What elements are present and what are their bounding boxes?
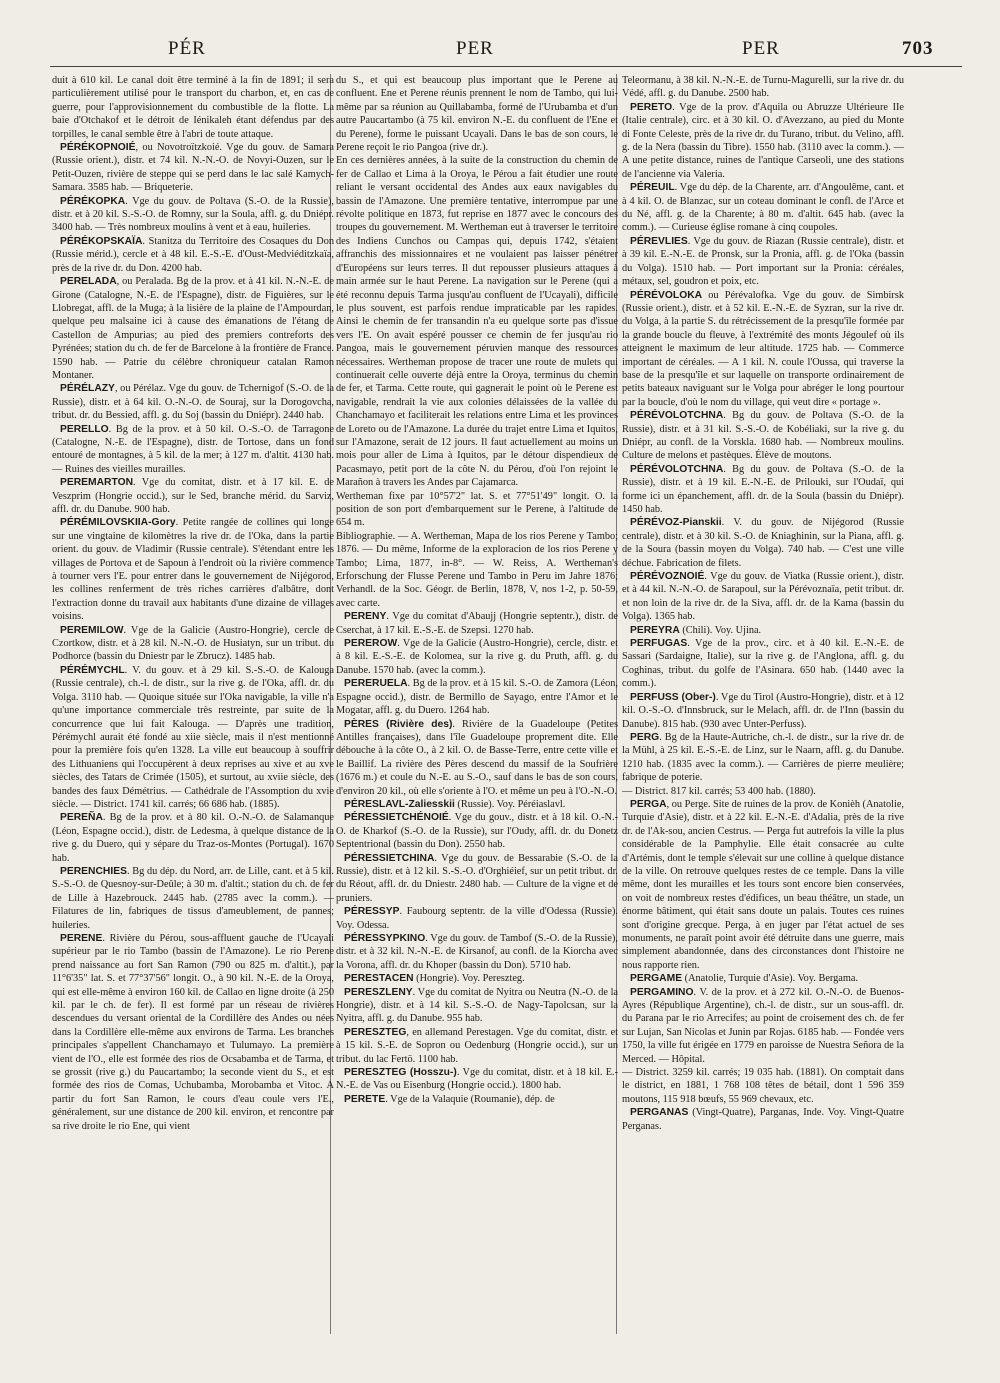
entry-headword: PÉRESSIETCHINA <box>344 852 435 864</box>
dictionary-entry <box>52 235 334 275</box>
dictionary-entry <box>622 1066 904 1106</box>
entry-headword: PEREROW <box>344 638 398 650</box>
entry-headword: PERENY <box>344 611 387 623</box>
dictionary-entry <box>52 811 334 865</box>
entry-headword: PERENE <box>60 933 103 944</box>
entry-text: , ou Peralada. Bg de la prov. et à 41 kil. N.-N.-E. de Girone (Catalogne, N.-E. de l'Espagne), distr. de Figuières, sur le Llobregat, affl. de la Muga; à la lisière de la plaine de l'Ampourdan, quelque peu malsaine ici à cause des émanations de l'étang de Castellon de Ampurias; au pied des premiers contreforts des Pyrénées; station du ch. de fer de Barcelone à la frontière de France. 1590 hab. — Patrie du célèbre chroniqueur catalan Ramon Montaner. <box>52 276 334 381</box>
dictionary-entry <box>52 476 334 516</box>
entry-text: Teleormanu, à 38 kil. N.-N.-E. de Turnu-Magurelli, sur la rive dr. du Védé, affl. g. du Danube. 2500 hab. <box>622 75 904 100</box>
dictionary-entry <box>622 516 904 570</box>
entry-text: . Vge du gouv. de Riazan (Russie centrale), distr. et à 39 kil. E.-N.-E. de Pronsk, sur la Pronia, affl. g. de l'Oka (bassin du Volga). 1510 hab. — Port important sur la Pronia: céréales, métaux, sel, goudron et poix, etc. <box>622 235 904 288</box>
entry-headword: PEREMARTON <box>60 477 134 489</box>
header-left: PÉR <box>168 38 206 59</box>
entry-headword: PERESTACEN <box>344 973 414 985</box>
entry-headword: PÉRÉKOPSKAÏA <box>60 235 143 247</box>
dictionary-entry <box>622 986 904 1066</box>
entry-text: . Bg du dép. du Nord, arr. de Lille, cant. et à 5 kil. S.-S.-O. de Quesnoy-sur-Deûle; à 30 m. d'altit.; station du ch. de fer de Lille à Hazebrouck. 2445 hab. (2785 avec la comm.). — Filatures de lin, fabriques de tissus d'ameublement, de pannes; huileries. <box>52 865 334 931</box>
header-rule <box>50 66 962 67</box>
entry-text: (Hongrie). Voy. Pereszteg. <box>413 973 525 985</box>
entry-text: . Vge de la Galicie (Austro-Hongrie), cercle de Czortkow, distr. et à 28 kil. N.-N.-O. de Husiatyn, sur un tribut. du Podhorce (bassin du Dniestr par le Zbrucz). 1485 hab. <box>52 624 334 663</box>
entry-headword: PERELLO <box>60 423 109 435</box>
dictionary-entry <box>336 972 618 985</box>
dictionary-entry <box>336 718 618 798</box>
entry-text: . Vge du gouv. de Poltava (S.-O. de la Russie), distr. et à 20 kil. S.-S.-O. de Romny, sur la Soula, affl. g. du Dniépr. 3400 hab. — Très nombreux moulins à vent et à eau, huileries. <box>52 195 334 234</box>
entry-headword: PERGANAS <box>630 1107 689 1119</box>
entry-text: . Vge du gouv. de Bessarabie (S.-O. de la Russie), distr. et à 12 kil. S.-S.-O. d'Orghiéief, sur un petit tribut. dr. du Réout, affl. dr. du Dniestr. 2480 hab. — Culture de la vigne et de pruniers. <box>336 852 618 904</box>
entry-headword: PÉRÉVOLOTCHNA <box>630 410 724 422</box>
entry-text: . Vge de la Galicie (Austro-Hongrie), cercle, distr. et à 8 kil. E.-S.-E. de Kolomea, sur la rive g. du Pruth, affl. g. du Danube. 1570 hab. (avec la comm.). <box>336 638 618 676</box>
dictionary-entry <box>622 1106 904 1133</box>
entry-text: . Vge du gouv., distr. et à 18 kil. O.-N.-O. de Kharkof (S.-O. de la Russie), sur l'Oudy, affl. dr. du Donetz Septentrional (bassin du Don). 2550 hab. <box>336 812 618 851</box>
entry-headword: PERGAME <box>630 973 683 985</box>
entry-headword: PEREÑA <box>60 812 103 824</box>
entry-text: duit à 610 kil. Le canal doit être terminé à la fin de 1891; il sera particulièrement utilisé pour le transport du charbon, et, en cas de guerre, pour l'approvisionnement du combustible de la flotte. La baie d'Otchakof et le détroit de Iénikaleh étant défendus par des torpilles, le canal semble être à l'abri de toute attaque. <box>52 75 334 140</box>
entry-text: (Chili). Voy. Ujina. <box>679 624 762 636</box>
entry-headword: PERENCHIES <box>60 865 127 877</box>
entry-headword: PÉRESSIETCHÉNOIÉ <box>344 812 449 824</box>
entry-headword: PÉRESLAVL-Zaliesskii <box>344 798 455 810</box>
entry-text: . Vge du comitat, distr. et à 18 kil. E.-N.-E. de Vas ou Eisenburg (Hongrie occid.). 1800 hab. <box>336 1067 618 1092</box>
dictionary-entry <box>622 691 904 731</box>
page-number: 703 <box>902 38 934 59</box>
entry-text: , en allemand Perestagen. Vge du comitat, distr. et à 15 kil. S.-E. de Sopron ou Oedenburg (Hongrie occid.), sur un tribut. du lac Fertö. 1100 hab. <box>336 1026 618 1065</box>
dictionary-entry <box>622 101 904 181</box>
entry-text: . Vge de la prov., circ. et à 40 kil. E.-N.-E. de Sassari (Sardaigne, Italie), sur la rive g. de l'Anglona, affl. g. du Coghinas, tribut. du golfe de l'Asinara. 650 hab. (1440 avec la comm.). <box>622 638 904 690</box>
entry-headword: PÉRÉMILOVSKIIA-Gory <box>60 517 176 529</box>
entry-headword: PERGA <box>630 798 667 810</box>
dictionary-entry <box>336 986 618 1026</box>
entry-text: En ces dernières années, à la suite de la construction du chemin de fer de Callao et Lima à la Oroya, le Pérou a fait étudier une route reliant le versant occidental des Andes aux eaux navigables du bassin de l'Amazone. Une première tentative, interrompue par une révolte politique en 1873, fut reprise en 1877 avec le concours des troupes du gouvernement. M. Wertheman eut à traverser le territoire des Indiens Cunchos ou Campas qui, depuis 1742, s'étaient affranchis des missionnaires et ne voulaient pas laisser pénétrer d'Européens sur leurs terres. Il dut repousser plusieurs attaques à main armée sur le haut Perene. La navigation sur le Perene (qui a été reconnu depuis Tarma jusqu'au confluent de l'Ucayali), difficile le plus souvent, est parfois rendue impraticable par les rapides. Ainsi le chemin de fer transandin n'a eu quelque sorte pas d'issue vers l'E. On avait espéré pousser ce chemin de fer jusqu'au rio Pangoa, mais le gouvernement péruvien manque des ressources nécessaires. Wertheman propose de tracer une route de mulets qui continuerait celle ouverte déjà entre la Oroya, terminus du chemin de fer, et Tarma. Cette route, qui gagnerait le point où le Perene est navigable, rendrait la vie aux colonies délaissées de la vallée du Chanchamayo et faciliterait les relations entre Lima et les provinces de Loreto ou de l'Amazone. La durée du trajet entre Lima et Iquitos, sur l'Amazone, serait de 12 jours. Il faut actuellement au moins un mois pour aller de Lima à Iquitos, par le détour dispendieux de Pacasmayo, petit port de la côte N. du Pérou, d'où l'on rejoint le Marañon à travers les Andes par Cajamarca. <box>336 155 618 489</box>
dictionary-entry <box>622 409 904 463</box>
entry-headword: PÉRÉKOPKA <box>60 195 126 207</box>
dictionary-entry <box>622 785 904 798</box>
entry-text: . Vge du comitat d'Abaujj (Hongrie septentr.), distr. de Cserchat, à 17 kil. E.-S.-E. de Szepsi. 1270 hab. <box>336 611 618 636</box>
entry-text: . Vge du comitat de Nyitra ou Neutra (N.-O. de la Hongrie), distr. et à 14 kil. S.-S.-O. de Nagy-Tapolcsan, sur la Nyitra, affl. g. du Danube. 955 hab. <box>336 986 618 1025</box>
entry-text: — District. 3259 kil. carrés; 19 035 hab. (1881). On comptait dans le district, en 1881, 1 768 108 têtes de bétail, dont 1 596 359 moutons, 115 918 bœufs, 55 969 chevaux, etc. <box>622 1067 904 1105</box>
entry-text: . Bg du gouv. de Poltava (S.-O. de la Russie), distr. et à 31 kil. S.-S.-O. de Kobéliaki, sur la rive g. du Dniépr, au confl. de la Vorskla. 1680 hab. — Nombreux moulins. Culture de melons et pastèques. Élève de moutons. <box>622 410 904 462</box>
entry-text: . Vge du gouv. de Tambof (S.-O. de la Russie), distr. et à 32 kil. N.-N.-E. de Kirsanof, au confl. de la Kiorcha avec la Vorona, affl. dr. du Khoper (bassin du Don). 5710 hab. <box>336 933 618 971</box>
dictionary-entry <box>336 932 618 972</box>
dictionary-entry <box>336 610 618 637</box>
entry-headword: PÈRES (Rivière des) <box>344 718 453 730</box>
entry-text: , ou Perge. Site de ruines de la prov. de Konièh (Anatolie, Turquie d'Asie), distr. et à 22 kil. E.-N.-E. d'Adalia, près de la rive dr. de l'Ak-sou, ancien Cestrus. — Perga fut autrefois la ville la plus considérable de la Pamphylie. Elle était consacrée au culte d'Artémis, dont le temple s'élevait sur une colline à quelque distance de la ville. On retrouve quelques restes de ce temple. Dans la ville même, dont les murailles et les tours sont encore bien conservées, on voit de nombreux restes d'édifices, un beau théâtre, un stade, un énorme bâtiment, qui était sans doute un palais. Toutes ces ruines sont d'origine grecque. Perga, à en juger par l'état actuel de ses monuments, ne paraît point avoir été détruite dans une guerre, mais simplement abandonnée, dans des circonstances dont l'histoire ne nous rapporte rien. <box>622 798 904 971</box>
entry-text: . V. de la prov. et à 272 kil. O.-N.-O. de Buenos-Ayres (République Argentine), ch.-l. de distr., sur un sous-affl. dr. du Parana par le rio Arrecifes; au point de croisement des ch. de fer sur Lujan, San Nicolas et Junin par Rojas. 6185 hab. — Fondée vers 1750, la ville fut érigée en 1779 en paroisse de Nuestra Señora de la Merced. — Hôpital. <box>622 986 904 1065</box>
entry-headword: PERESZLENY <box>344 986 413 998</box>
dictionary-entry <box>336 154 618 489</box>
dictionary-entry <box>336 637 618 677</box>
entry-headword: PERELADA <box>60 276 117 288</box>
dictionary-entry <box>622 637 904 691</box>
dictionary-entry <box>52 516 334 623</box>
entry-headword: PÉRESSYPKINO <box>344 933 426 944</box>
dictionary-entry <box>52 195 334 235</box>
entry-text: (Russie). Voy. Péréiaslavl. <box>454 798 566 810</box>
dictionary-entry <box>622 798 904 972</box>
entry-headword: PÉREUIL <box>630 182 675 194</box>
dictionary-entry <box>336 905 618 932</box>
entry-text: (Anatolie, Turquie d'Asie). Voy. Bergama. <box>682 973 859 985</box>
header-center: PER <box>456 38 494 59</box>
dictionary-entry <box>622 972 904 985</box>
dictionary-entry <box>336 677 618 717</box>
dictionary-entry <box>336 490 618 530</box>
text-column-2 <box>336 74 618 1349</box>
entry-headword: PÉRESSYP <box>344 906 400 918</box>
entry-text: . V. du gouv. et à 29 kil. S.-S.-O. de Kalouga (Russie centrale), ch.-l. de distr., sur la rive g. de l'Oka, affl. dr. du Volga. 3110 hab. — Quoique située sur l'Oka navigable, la ville n'a qu'une importance commerciale très restreinte, par suite de la concurrence que lui fait Kalouga. — D'après une tradition, Pérémychl aurait été fondé au xiie siècle, mais il n'est mentionné pour la première fois qu'en 1328. La ville eut beaucoup à souffrir des Lithuaniens qui l'occupèrent à deux reprises au xive et au xve siècles, des Tatars de Crimée (1505), et surtout, au xviie siècle, des bandes des faux Démétrius. — Cathédrale de l'Assomption du xvie siècle. — District. 1741 kil. carrés; 66 686 hab. (1885). <box>52 664 334 810</box>
entry-headword: PEREMILOW <box>60 624 124 636</box>
dictionary-entry <box>52 275 334 382</box>
entry-headword: PERETE <box>344 1093 386 1105</box>
entry-text: . Vge de la prov. d'Aquila ou Abruzze Ultérieure IIe (Italie centrale), circ. et à 30 kil. O. d'Avezzano, au pied du Monte di Fonte Celeste, près de la rive dr. du Turano, tribut. du Velino, affl. g. de la Nera (bassin du Tibre). 1550 hab. (3110 avec la comm.). — A une petite distance, ruines de l'antique Carseoli, une des stations de l'ancienne via Valeria. <box>622 101 904 180</box>
text-column-1 <box>52 74 334 1349</box>
entry-headword: PÉRÉMYCHL <box>60 664 125 676</box>
dictionary-entry <box>622 570 904 624</box>
entry-text: . Petite rangée de collines qui longe sur une vingtaine de kilomètres la rive dr. de l'Oka, dans la partie orient. du gouv. de Vladimir (Russie centrale). S'étendant entre les villages de Portova et de Sapoun à l'endroit où la rivière commence à tourner vers l'E. pour entrer dans le gouvernement de Nijégorod, les collines renferment de très riches carrières d'albâtre, dont l'extraction donne du travail aux habitants d'une dizaine de villages voisins. <box>52 517 334 623</box>
entry-headword: PEREYRA <box>630 624 680 636</box>
dictionary-entry <box>622 74 904 101</box>
entry-headword: PÉREVLIES <box>630 235 688 247</box>
entry-headword: PERGAMINO <box>630 986 694 998</box>
entry-text: . Vge du Tirol (Austro-Hongrie), distr. et à 12 kil. O.-S.-O. d'Innsbruck, sur le Melach, affl. dr. de l'Inn (bassin du Danube). 815 hab. (930 avec Unter-Perfuss). <box>622 691 904 730</box>
dictionary-entry <box>622 731 904 785</box>
dictionary-entry <box>52 664 334 811</box>
dictionary-entry <box>52 423 334 477</box>
dictionary-entry <box>622 463 904 517</box>
entry-headword: PÉRÉVOZ-Pianskii <box>630 517 722 529</box>
entry-text: . Bg de la prov. et à 80 kil. O.-N.-O. de Salamanque (Léon, Espagne occid.), distr. de Ledesma, à quelque distance de la rive g. du Duero, qui y sépare du Traz-os-Montes (Portugal). 1670 hab. <box>52 812 334 864</box>
entry-headword: PERETO <box>630 101 673 113</box>
entry-text: , ou Pérélaz. Vge du gouv. de Tchernigof (S.-O. de la Russie), distr. et à 64 kil. O.-N.-O. de Souraj, sur la Dorogovcha, tribut. dr. du Bessied, affl. g. du Soj (bassin du Dniépr). 2440 hab. <box>52 383 334 422</box>
dictionary-entry <box>336 74 618 154</box>
running-header <box>0 38 1000 62</box>
entry-text: . Rivière du Pérou, sous-affluent gauche de l'Ucayali supérieur par le rio Tambo (bassin de l'Amazone). Le rio Perene prend naissance au fort San Ramon (790 ou 825 m. d'altit.), par 11°6'35" lat. S. et 77°37'56" longit. O., à 90 kil. N.-E. de la Oroya, qui est elle-même à environ 160 kil. de Callao en ligne droite (à 250 kil. par le ch. de fer). Il est formé par un réseau de rivières descendues du versant oriental de la Cordillère des Andes ou nées dans la Cordillère elle-même aux environs de Tarma. Les branches principales s'appellent Chanchamayo et Tulumayo. La première vient de l'O., elle est formée des rios de Ocsabamba et de Tarma, et se grossit (rive g.) du Paucartambo; la seconde vient du S., et est formée des rios de Comas, Uchubamba, Morobamba et Vitoc. A partir du fort San Ramon, le cours d'eau coule vers l'E., généralement, sur une distance de 200 kil. environ, et rencontre par sa rive droite le rio Ene, qui vient <box>52 933 334 1132</box>
dictionary-entry <box>622 181 904 235</box>
entry-text: . Vge du dép. de la Charente, arr. d'Angoulême, cant. et à 4 kil. O. de Blanzac, sur un coteau dominant le confl. de l'Arce et du Né, affl. g. de la Charente; à 80 m. d'altit. 645 hab. (avec la comm.). — Curieuse église romane à cinq coupoles. <box>622 182 904 234</box>
entry-headword: PERESZTEG <box>344 1026 407 1038</box>
dictionary-entry <box>52 624 334 664</box>
dictionary-entry <box>336 530 618 610</box>
entry-text: . Bg de la Haute-Autriche, ch.-l. de distr., sur la rive dr. de la Mühl, à 25 kil. E.-S.-E. de Linz, sur le Naarn, affl. g. du Danube. 1210 hab. (1835 avec la comm.). — Carrières de pierre meulière; fabrique de poterie. <box>622 731 904 784</box>
header-right: PER <box>742 38 780 59</box>
entry-text: Wertheman fixe par 10°57'2" lat. S. et 77°51'49" longit. O. la position de son port d'embarquement sur le Perene, à l'altitude de 654 m. <box>336 490 618 529</box>
entry-text: , ou Novotroïtzkoié. Vge du gouv. de Samara (Russie orient.), distr. et 74 kil. N.-N.-O. de Novyi-Ouzen, sur le Petit-Ouzen, rivière de steppe qui se perd dans le lac salé Kamych-Samara. 3585 hab. — Briqueterie. <box>52 142 334 194</box>
entry-text: . Faubourg septentr. de la ville d'Odessa (Russie). Voy. Odessa. <box>336 906 618 931</box>
entry-headword: PERFUSS (Ober-) <box>630 691 716 703</box>
entry-text: . Vge du comitat, distr. et à 17 kil. E. de Veszprim (Hongrie occid.), sur le Sed, branche mérid. du Sarviz, affl. dr. du Danube. 900 hab. <box>52 477 334 515</box>
dictionary-entry <box>336 798 618 811</box>
entry-text: . Vge de la Valaquie (Roumanie), dép. de <box>385 1093 555 1105</box>
dictionary-entry <box>336 852 618 906</box>
dictionary-entry <box>52 865 334 932</box>
entry-text: . Stanitza du Territoire des Cosaques du Don (Russie mérid.), cercle et à 48 kil. E.-S.-E. d'Oust-Medviéditzkaïa, près de la rive dr. du Don. 4200 hab. <box>52 235 334 274</box>
entry-text: Bibliographie. — A. Wertheman, Mapa de los rios Perene y Tambo; 1876. — Du même, Informe de la exploracion de los rios Perene y Tambo; Lima, 1877, in-8°. — W. Reiss, A. Wertheman's Erforschung der Flusse Perene und Tambo in Peru im Jahre 1876; Verhandl. de la Soc. Géogr. de Berlin, 1878, V, nos 1-2, p. 50-59, avec carte. <box>336 530 618 609</box>
dictionary-entry <box>336 1026 618 1066</box>
entry-headword: PERERUELA <box>344 678 408 690</box>
dictionary-entry <box>622 235 904 289</box>
entry-text: . Bg de la prov. et à 15 kil. S.-O. de Zamora (Léon, Espagne occid.), distr. de Bermillo de Sayago, entre l'Amor et le Mogatar, affl. g. du Duero. 1264 hab. <box>336 678 618 717</box>
dictionary-entry <box>52 74 334 141</box>
entry-text: (Vingt-Quatre), Parganas, Inde. Voy. Vingt-Quatre Perganas. <box>622 1107 904 1132</box>
entry-headword: PERESZTEG (Hosszu-) <box>344 1067 457 1079</box>
text-column-3 <box>622 74 904 1349</box>
entry-headword: PERFUGAS <box>630 638 688 650</box>
dictionary-entry <box>336 1093 618 1106</box>
dictionary-entry <box>336 811 618 851</box>
entry-text: — District. 817 kil. carrés; 53 400 hab. (1880). <box>622 785 816 797</box>
dictionary-entry <box>622 624 904 637</box>
dictionary-entry <box>52 932 334 1133</box>
entry-text: . Bg du gouv. de Poltava (S.-O. de la Russie), distr. et à 19 kil. E.-N.-E. de Prilouki, sur l'Oudaï, qui forme ici un épanchement, affl. dr. de la Soula (bassin du Dniépr). 1450 hab. <box>622 463 904 515</box>
entry-headword: PÉRÉKOPNOIÉ <box>60 142 136 154</box>
dictionary-entry <box>52 141 334 195</box>
entry-headword: PÉRÉVOLOTCHNA <box>630 463 724 475</box>
entry-headword: PÉRÉLAZY <box>60 383 115 395</box>
entry-text: . Rivière de la Guadeloupe (Petites Antilles françaises), dans l'île Guadeloupe proprement dite. Elle débouche à la côte O., à 2 kil. O. de Basse-Terre, entre cette ville et le Baillif. La rivière des Pères descend du massif de la Soufrière (1676 m.) et coule du N.-E. au S.-O., sauf dans le bas de son cours, d'environ 20 kil., où elle s'oriente à l'O. et même un peu à l'O.-N.-O. <box>336 718 618 797</box>
dictionary-entry <box>52 382 334 422</box>
entry-headword: PÉRÉVOLOKA <box>630 289 703 301</box>
entry-headword: PERG <box>630 731 660 743</box>
entry-headword: PÉRÉVOZNOIÉ <box>630 571 705 583</box>
entry-text: ou Pérévalofka. Vge du gouv. de Simbirsk (Russie orient.), distr. et à 52 kil. E.-N.-E. de Syzran, sur la rive dr. du Volga, à la partie S. du rétrécissement de la presqu'île formée par la grande boucle du fleuve, à l'extrémité des monts Jégoulef où ils atteignent le maximum de leur altitude. 1725 hab. — Commerce important de céréales. — A 1 kil. N. coule l'Oussa, qui traverse la base de la presqu'île et sur laquelle on transporte ordinairement de petits bateaux naviguant sur le Volga pour abréger le long pourtour par la boucle, d'où le nom du village, qui veut dire « portage ». <box>622 289 904 408</box>
entry-text: du S., et qui est beaucoup plus important que le Perene au confluent. Ene et Perene réunis prennent le nom de Tambo, qui lui-même par sa réunion au Quillabamba, formé de l'Urubamba et d'un autre Paucartambo (à 75 kil. environ N.-E. du confluent de l'Ene et du Perene), forme le puissant Ucayali. Dans le bas de son cours, le Perene reçoit le rio Pangoa (rive dr.). <box>336 75 618 154</box>
entry-text: . Vge du gouv. de Viatka (Russie orient.), distr. et à 44 kil. N.-N.-O. de Sarapoul, sur la Pérévoznaïa, petit tribut. dr. et non loin de la rive dr. de la Siva, affl. dr. de la Kama (bassin du Volga). 1365 hab. <box>622 571 904 623</box>
entry-text: . Bg de la prov. et à 50 kil. O.-S.-O. de Tarragone (Catalogne, N.-E. de l'Espagne), distr. de Tortose, dans un fond entouré de montagnes, à 5 kil. de la mer; à 127 m. d'altit. 4130 hab. — Ruines des vieilles murailles. <box>52 423 334 475</box>
dictionary-entry <box>336 1066 618 1093</box>
dictionary-entry <box>622 289 904 410</box>
entry-text: . V. du gouv. de Nijégorod (Russie centrale), distr. et à 30 kil. S.-O. de Kniaghinin, sur la Piana, affl. g. de la Soura (bassin moyen du Volga). 740 hab. — C'est une ville déchue. Fabrication de filets. <box>622 517 904 569</box>
